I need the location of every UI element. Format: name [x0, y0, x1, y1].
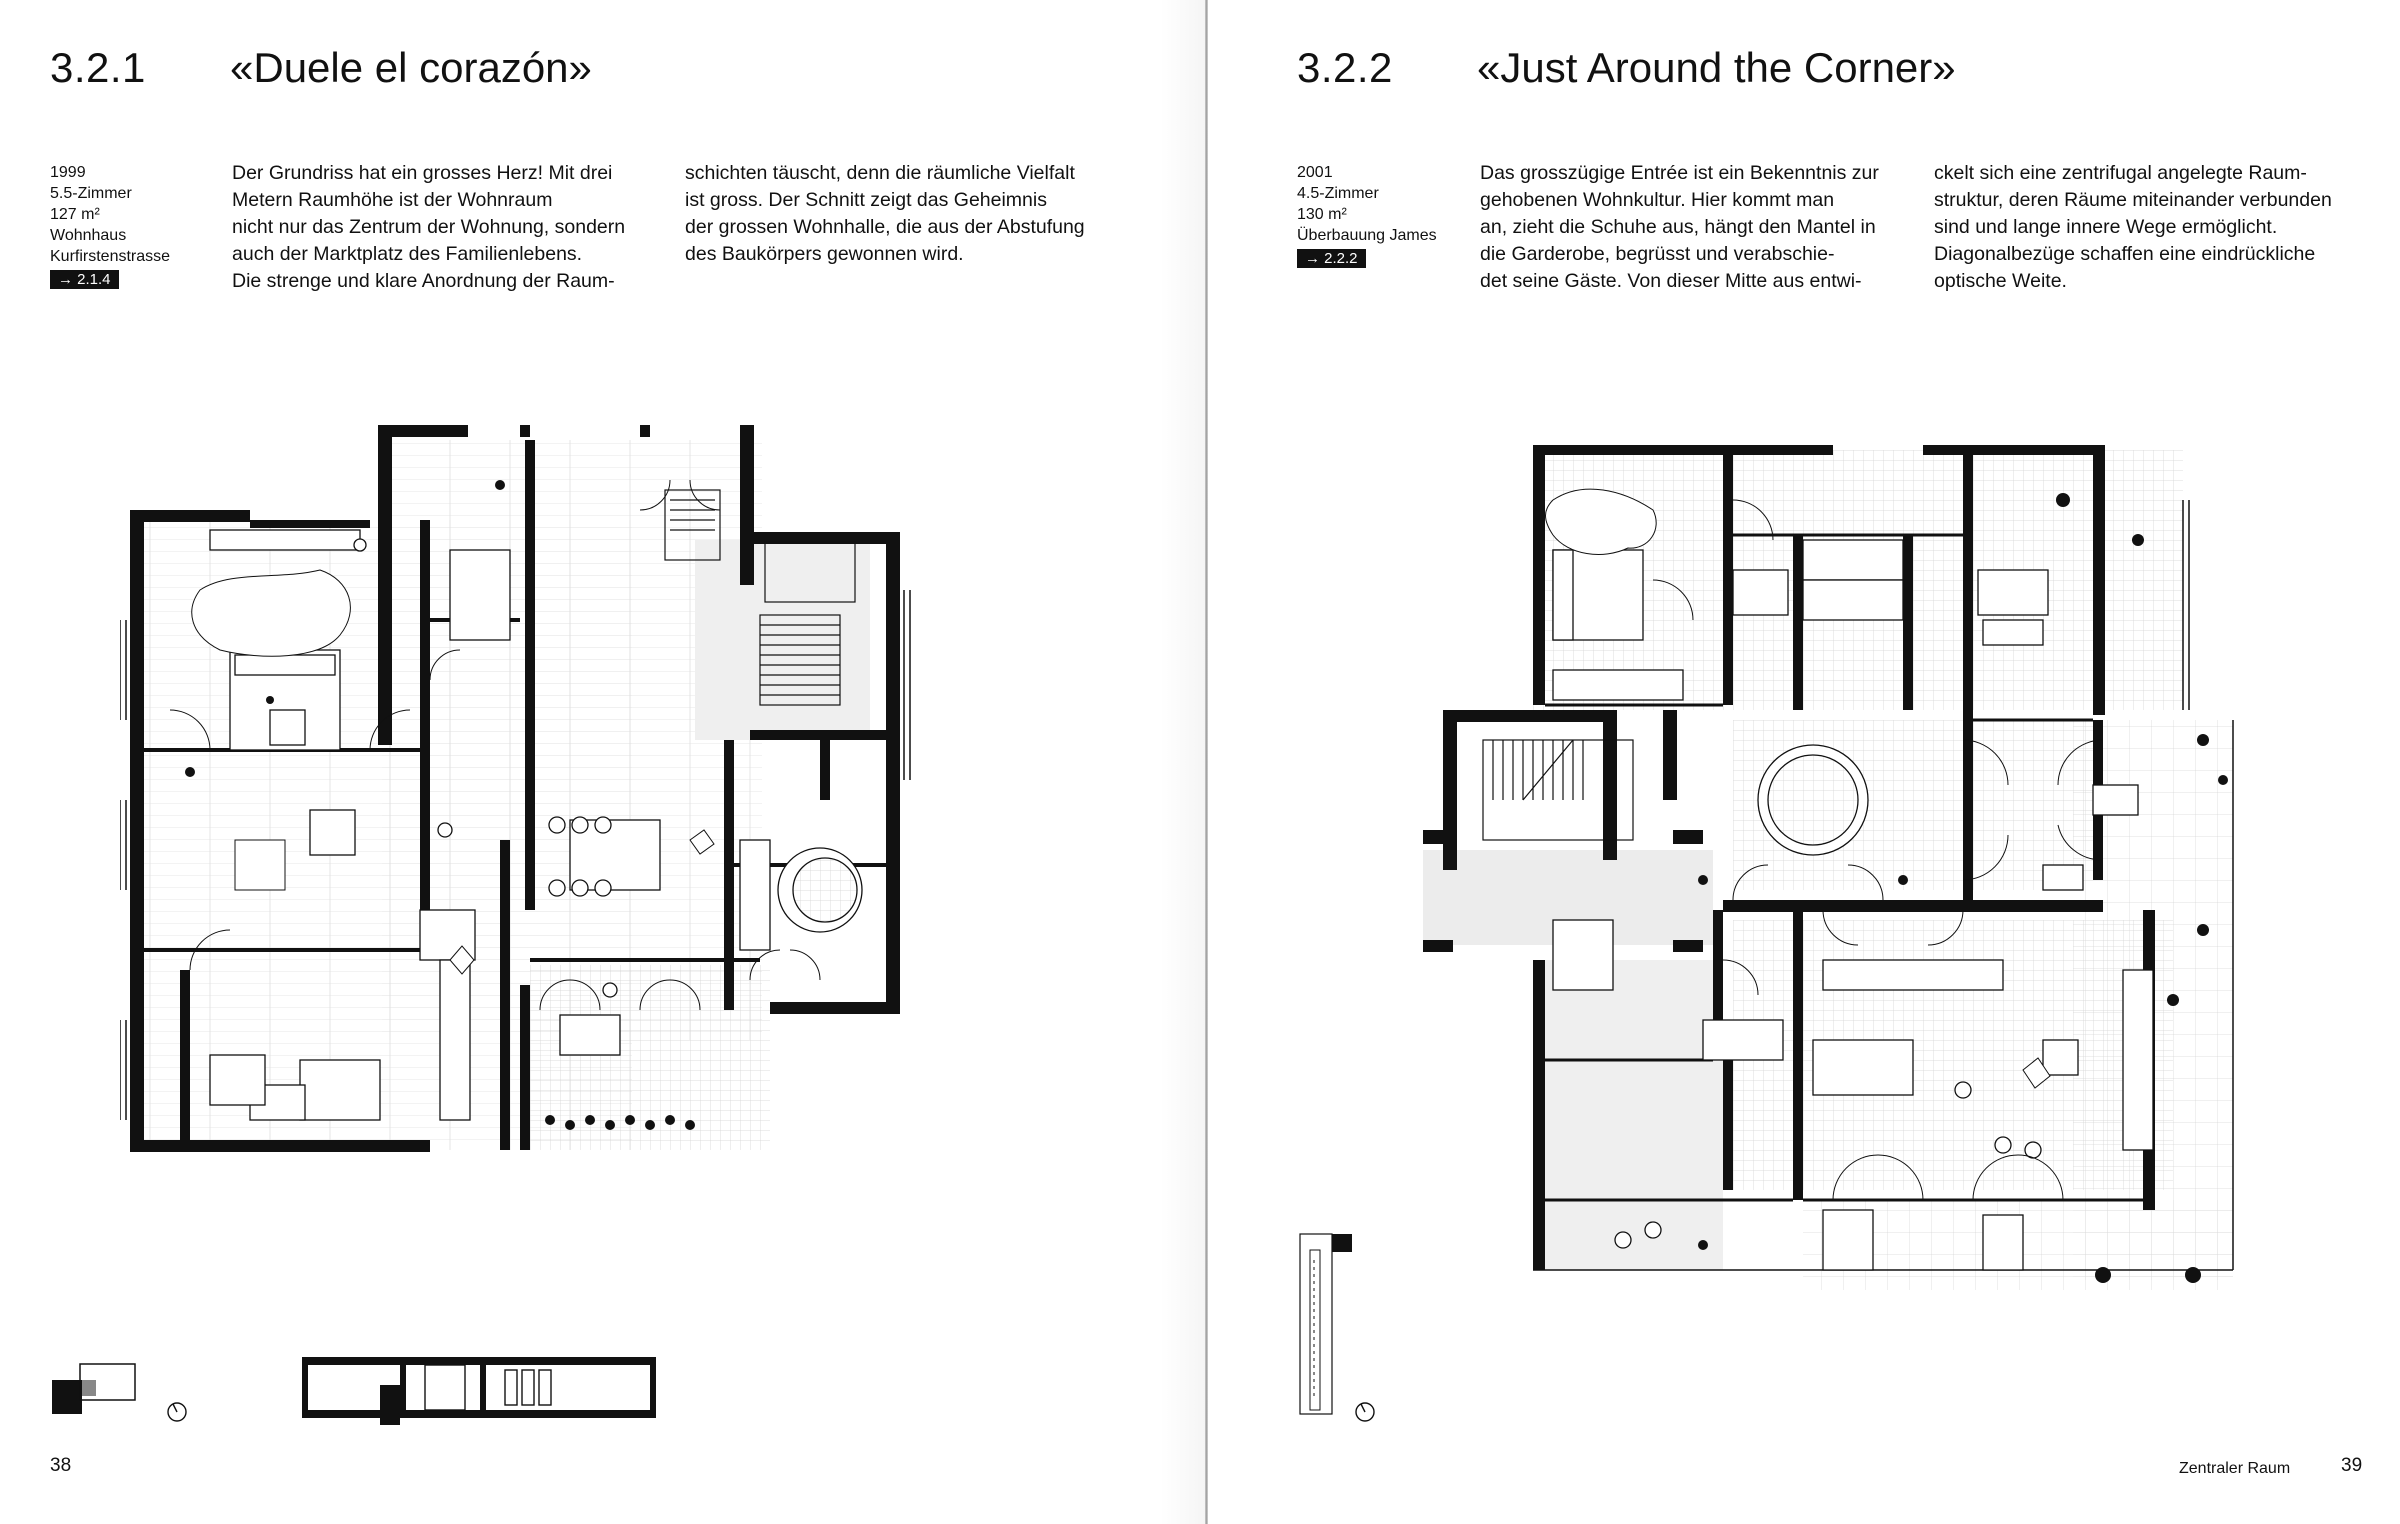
body-text-column-1: [232, 160, 662, 295]
cross-reference-badge[interactable]: → 2.2.2: [1297, 249, 1366, 268]
page-number: 39: [2341, 1455, 2363, 1476]
running-head: Zentraler Raum: [2179, 1460, 2291, 1477]
text-line: struktur, deren Räume miteinander verbunden: [1934, 189, 2332, 211]
text-line: optische Weite.: [1934, 270, 2067, 292]
section-drawing: [300, 1355, 660, 1430]
project-meta: [1297, 162, 1437, 269]
section-title: «Just Around the Corner»: [1477, 44, 1956, 91]
section-title: «Duele el corazón»: [230, 44, 592, 91]
body-text-column-2: [685, 160, 1115, 268]
site-plan-thumbnail: [1296, 1230, 1356, 1425]
project-meta: [50, 162, 170, 290]
meta-area: 130 m²: [1297, 206, 1347, 223]
body-text-column-2: [1934, 160, 2364, 295]
text-line: an, zieht die Schuhe aus, hängt den Mantel in: [1480, 216, 1876, 238]
north-arrow-icon: [1353, 1400, 1377, 1429]
meta-year: 1999: [50, 164, 86, 181]
floor-plan-left: [120, 420, 1020, 1180]
site-plan-thumbnail: [50, 1360, 140, 1425]
text-line: die Garderobe, begrüsst und verabschie-: [1480, 243, 1835, 265]
text-line: Metern Raumhöhe ist der Wohnraum: [232, 189, 553, 211]
page-number: 38: [50, 1455, 72, 1476]
text-line: Der Grundriss hat ein grosses Herz! Mit drei: [232, 162, 613, 184]
text-line: det seine Gäste. Von dieser Mitte aus entwi-: [1480, 270, 1862, 292]
text-line: gehobenen Wohnkultur. Hier kommt man: [1480, 189, 1835, 211]
text-line: ist gross. Der Schnitt zeigt das Geheimnis: [685, 189, 1047, 211]
text-line: nicht nur das Zentrum der Wohnung, sondern: [232, 216, 626, 238]
meta-area: 127 m²: [50, 206, 100, 223]
meta-building: Überbauung James: [1297, 227, 1437, 244]
text-line: Das grosszügige Entrée ist ein Bekenntnis zur: [1480, 162, 1879, 184]
text-line: ckelt sich eine zentrifugal angelegte Raum-: [1934, 162, 2307, 184]
cross-reference-badge[interactable]: → 2.1.4: [50, 270, 119, 289]
text-line: Diagonalbezüge schaffen eine eindrückliche: [1934, 243, 2316, 265]
meta-rooms: 4.5-Zimmer: [1297, 185, 1379, 202]
text-line: der grossen Wohnhalle, die aus der Abstufung: [685, 216, 1085, 238]
north-arrow-icon: [165, 1400, 189, 1429]
text-line: des Baukörpers gewonnen wird.: [685, 243, 964, 265]
section-number: 3.2.2: [1297, 44, 1393, 91]
meta-building: Wohnhaus: [50, 227, 127, 244]
right-page: [1208, 0, 2400, 1524]
floor-plan-right: [1403, 440, 2303, 1340]
text-line: Die strenge und klare Anordnung der Raum-: [232, 270, 615, 292]
text-line: auch der Marktplatz des Familienlebens.: [232, 243, 583, 265]
body-text-column-1: [1480, 160, 1910, 295]
section-number: 3.2.1: [50, 44, 146, 91]
text-line: sind und lange innere Wege ermöglicht.: [1934, 216, 2278, 238]
gutter-shadow: [1160, 0, 1205, 1524]
meta-street: Kurfirstenstrasse: [50, 248, 171, 265]
meta-rooms: 5.5-Zimmer: [50, 185, 132, 202]
meta-year: 2001: [1297, 164, 1333, 181]
text-line: schichten täuscht, denn die räumliche Vielfalt: [685, 162, 1075, 184]
